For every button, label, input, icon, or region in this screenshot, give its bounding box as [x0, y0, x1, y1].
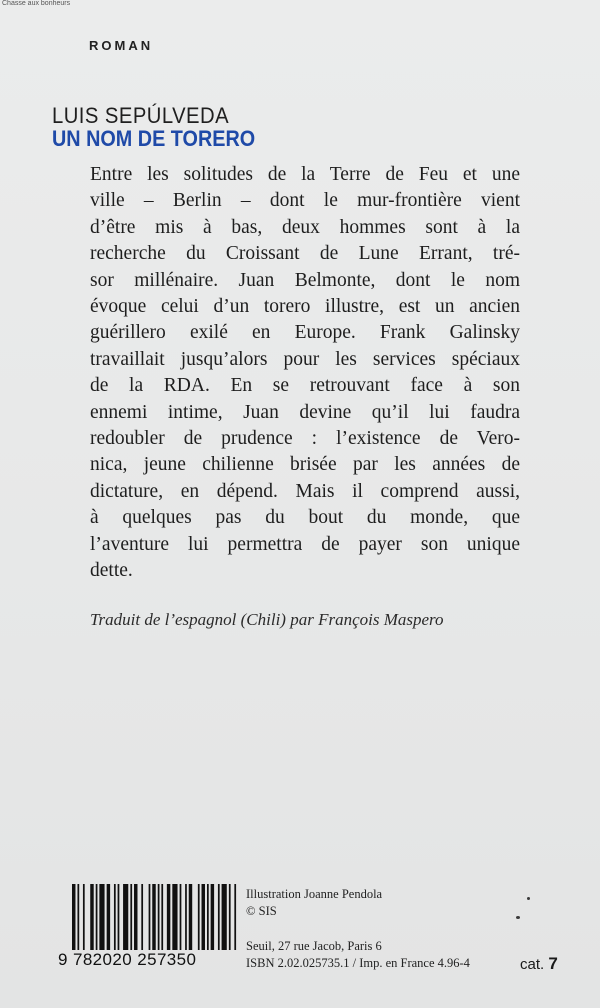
barcode-bar	[72, 884, 75, 950]
publisher-info	[246, 938, 470, 972]
print-speck	[516, 916, 520, 919]
category-label: cat.	[520, 956, 545, 973]
book-title: UN NOM DE TORERO	[52, 126, 256, 151]
blurb-line: dette.	[90, 560, 133, 582]
blurb-line: guérillero exilé en Europe. Frank Galinsky	[90, 322, 520, 344]
publisher-address: Seuil, 27 rue Jacob, Paris 6	[246, 939, 382, 953]
barcode-bar	[172, 884, 177, 950]
blurb-line: d’être mis à bas, deux hommes sont à la	[90, 216, 520, 238]
barcode-bar	[180, 884, 182, 950]
blurb-line: sor millénaire. Juan Belmonte, dont le nom	[90, 269, 520, 291]
barcode-bar	[229, 884, 231, 950]
barcode-bar	[123, 884, 128, 950]
blurb-text	[90, 162, 520, 585]
barcode-bar	[90, 884, 93, 950]
barcode-bar	[141, 884, 143, 950]
credits	[246, 886, 382, 920]
barcode-bar	[99, 884, 104, 950]
barcode-bar	[77, 884, 79, 950]
barcode-image	[72, 884, 238, 950]
barcode-bar	[222, 884, 227, 950]
blurb-line: de la RDA. En se retrouvant face à son	[90, 375, 520, 397]
barcode-bar	[96, 884, 98, 950]
isbn-line: ISBN 2.02.025735.1 / Imp. en France 4.96-4	[246, 956, 470, 970]
watermark: Chasse aux bonheurs	[2, 0, 71, 7]
blurb-line: travaillait jusqu’alors pour les services spéciaux	[90, 348, 520, 370]
blurb-line: évoque celui d’un torero illustre, est un ancien	[90, 296, 520, 318]
blurb-line: redoubler de prudence : l’existence de Vero-	[90, 428, 520, 450]
barcode-bar	[134, 884, 137, 950]
blurb-line: Entre les solitudes de la Terre de Feu et une	[90, 164, 520, 185]
barcode-bar	[158, 884, 160, 950]
blurb-line: l’aventure lui permettra de payer son unique	[90, 533, 520, 555]
barcode-bar	[161, 884, 163, 950]
barcode-bar	[211, 884, 214, 950]
barcode-bar	[107, 884, 110, 950]
copyright-credit: © SIS	[246, 904, 277, 918]
blurb-line: recherche du Croissant de Lune Errant, tré-	[90, 243, 520, 265]
blurb-line: nica, jeune chilienne brisée par les années de	[90, 454, 520, 476]
print-speck	[527, 897, 530, 900]
barcode-bar	[202, 884, 205, 950]
illustration-credit: Illustration Joanne Pendola	[246, 887, 383, 901]
barcode-bar	[130, 884, 132, 950]
blurb-line: ville – Berlin – dont le mur-frontière vient	[90, 190, 520, 212]
blurb-line: ennemi intime, Juan devine qu’il lui faudra	[90, 401, 520, 423]
blurb-line: dictature, en dépend. Mais il comprend aussi,	[90, 480, 520, 502]
blurb-line: à quelques pas du bout du monde, que	[90, 507, 520, 529]
barcode-bar	[198, 884, 200, 950]
series-label: ROMAN	[89, 38, 154, 53]
category-value: 7	[548, 954, 558, 973]
barcode-bar	[152, 884, 155, 950]
barcode-block	[58, 884, 238, 974]
barcode-bar	[167, 884, 170, 950]
barcode-bar	[185, 884, 187, 950]
barcode-bar	[189, 884, 192, 950]
barcode-number: 9 782020 257350	[58, 950, 197, 969]
author-name: LUIS SEPÚLVEDA	[52, 103, 230, 128]
barcode-bar	[234, 884, 236, 950]
barcode-bar	[149, 884, 151, 950]
barcode-bar	[118, 884, 120, 950]
category-code	[520, 954, 558, 974]
translator-credit: Traduit de l’espagnol (Chili) par François Maspero	[90, 610, 444, 629]
barcode-bar	[207, 884, 209, 950]
barcode-bar	[114, 884, 116, 950]
barcode-bar	[218, 884, 220, 950]
barcode-bar	[83, 884, 85, 950]
